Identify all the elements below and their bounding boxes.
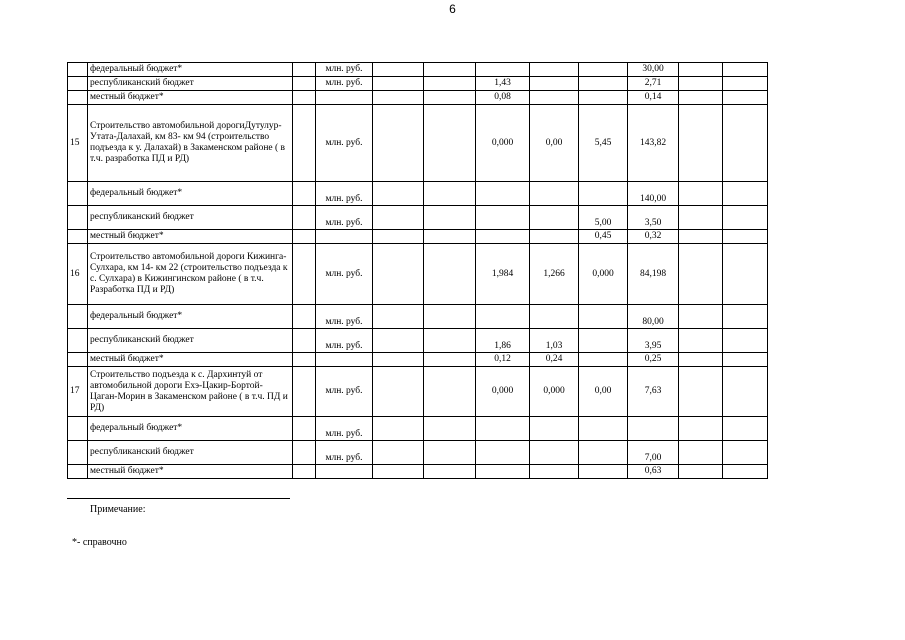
value-cell: 5,45 — [579, 105, 628, 182]
row-unit: млн. руб. — [316, 206, 373, 230]
value-cell — [723, 230, 768, 244]
value-cell — [579, 353, 628, 367]
value-cell — [679, 182, 723, 206]
blank-cell — [293, 63, 316, 77]
value-cell — [476, 417, 530, 441]
value-cell: 1,03 — [530, 329, 579, 353]
row-name: местный бюджет* — [88, 465, 293, 479]
value-cell — [373, 244, 424, 305]
value-cell: 0,00 — [530, 105, 579, 182]
value-cell — [476, 230, 530, 244]
row-number — [68, 77, 88, 91]
row-number — [68, 353, 88, 367]
value-cell — [530, 206, 579, 230]
value-cell — [579, 465, 628, 479]
value-cell — [679, 353, 723, 367]
row-unit: млн. руб. — [316, 105, 373, 182]
row-unit: млн. руб. — [316, 244, 373, 305]
row-name: федеральный бюджет* — [88, 63, 293, 77]
table-row — [68, 367, 768, 417]
value-cell: 7,00 — [628, 441, 679, 465]
row-number — [68, 417, 88, 441]
value-cell — [679, 329, 723, 353]
blank-cell — [293, 244, 316, 305]
value-cell: 5,00 — [579, 206, 628, 230]
blank-cell — [293, 206, 316, 230]
table-row — [68, 77, 768, 91]
value-cell — [723, 305, 768, 329]
value-cell — [424, 77, 476, 91]
value-cell — [476, 465, 530, 479]
blank-cell — [293, 367, 316, 417]
value-cell — [373, 417, 424, 441]
value-cell — [530, 465, 579, 479]
value-cell: 1,984 — [476, 244, 530, 305]
budget-table-body — [68, 63, 768, 479]
blank-cell — [293, 91, 316, 105]
value-cell — [530, 305, 579, 329]
value-cell — [530, 230, 579, 244]
value-cell — [424, 105, 476, 182]
blank-cell — [293, 465, 316, 479]
row-unit: млн. руб. — [316, 441, 373, 465]
value-cell — [679, 91, 723, 105]
value-cell: 2,71 — [628, 77, 679, 91]
row-name: Строительство автомобильной дороги Кижинга-Сулхара, км 14- км 22 (строительство подъезда к с. Сулхара) в Кижингинском районе ( в т.ч. Разработка ПД и РД) — [88, 244, 293, 305]
value-cell — [530, 63, 579, 77]
blank-cell — [293, 353, 316, 367]
row-unit: млн. руб. — [316, 305, 373, 329]
table-row — [68, 441, 768, 465]
row-unit: млн. руб. — [316, 417, 373, 441]
value-cell — [579, 63, 628, 77]
table-row — [68, 353, 768, 367]
table-row — [68, 230, 768, 244]
row-unit — [316, 465, 373, 479]
value-cell — [476, 63, 530, 77]
blank-cell — [293, 182, 316, 206]
row-number — [68, 182, 88, 206]
value-cell — [424, 230, 476, 244]
value-cell — [679, 367, 723, 417]
value-cell — [373, 91, 424, 105]
value-cell — [373, 305, 424, 329]
value-cell — [530, 182, 579, 206]
row-number: 16 — [68, 244, 88, 305]
row-name: республиканский бюджет — [88, 329, 293, 353]
value-cell — [424, 206, 476, 230]
value-cell — [424, 91, 476, 105]
value-cell: 3,50 — [628, 206, 679, 230]
value-cell: 0,45 — [579, 230, 628, 244]
value-cell: 0,000 — [579, 244, 628, 305]
value-cell: 1,266 — [530, 244, 579, 305]
row-number — [68, 465, 88, 479]
value-cell — [579, 329, 628, 353]
value-cell — [679, 305, 723, 329]
value-cell — [679, 63, 723, 77]
row-name: местный бюджет* — [88, 230, 293, 244]
value-cell — [373, 353, 424, 367]
value-cell — [476, 305, 530, 329]
value-cell — [679, 441, 723, 465]
value-cell — [424, 441, 476, 465]
blank-cell — [293, 305, 316, 329]
row-number — [68, 305, 88, 329]
blank-cell — [293, 105, 316, 182]
value-cell: 0,32 — [628, 230, 679, 244]
blank-cell — [293, 77, 316, 91]
row-unit — [316, 353, 373, 367]
value-cell: 0,24 — [530, 353, 579, 367]
value-cell — [723, 91, 768, 105]
value-cell — [679, 230, 723, 244]
table-row — [68, 63, 768, 77]
value-cell — [723, 206, 768, 230]
value-cell — [476, 182, 530, 206]
value-cell — [373, 63, 424, 77]
table-row — [68, 417, 768, 441]
table-row — [68, 329, 768, 353]
table-row — [68, 91, 768, 105]
value-cell: 84,198 — [628, 244, 679, 305]
table-row — [68, 206, 768, 230]
value-cell: 0,25 — [628, 353, 679, 367]
value-cell — [579, 305, 628, 329]
value-cell: 30,00 — [628, 63, 679, 77]
value-cell: 0,000 — [476, 105, 530, 182]
value-cell — [424, 305, 476, 329]
value-cell — [373, 367, 424, 417]
row-number — [68, 91, 88, 105]
value-cell — [424, 465, 476, 479]
row-number — [68, 441, 88, 465]
value-cell — [679, 244, 723, 305]
value-cell — [723, 244, 768, 305]
value-cell — [579, 182, 628, 206]
row-unit — [316, 91, 373, 105]
value-cell — [424, 417, 476, 441]
row-name: местный бюджет* — [88, 91, 293, 105]
blank-cell — [293, 329, 316, 353]
value-cell — [373, 441, 424, 465]
value-cell — [373, 105, 424, 182]
value-cell — [530, 91, 579, 105]
value-cell — [373, 182, 424, 206]
table-row — [68, 244, 768, 305]
row-name: Строительство подъезда к с. Дархинтуй от автомобильной дороги Ехэ-Цакир-Бортой-Цаган-Морин в Закаменском районе ( в т.ч. ПД и РД) — [88, 367, 293, 417]
row-number: 17 — [68, 367, 88, 417]
row-unit: млн. руб. — [316, 63, 373, 77]
row-unit — [316, 230, 373, 244]
value-cell: 1,43 — [476, 77, 530, 91]
value-cell: 0,00 — [579, 367, 628, 417]
value-cell: 140,00 — [628, 182, 679, 206]
value-cell — [530, 441, 579, 465]
value-cell — [723, 63, 768, 77]
value-cell — [530, 417, 579, 441]
note-title: Примечание: — [90, 504, 146, 515]
value-cell — [424, 182, 476, 206]
table-row — [68, 182, 768, 206]
row-unit: млн. руб. — [316, 367, 373, 417]
value-cell: 0,000 — [530, 367, 579, 417]
value-cell: 80,00 — [628, 305, 679, 329]
value-cell — [579, 417, 628, 441]
value-cell — [723, 329, 768, 353]
value-cell — [679, 417, 723, 441]
value-cell — [373, 465, 424, 479]
row-name: республиканский бюджет — [88, 441, 293, 465]
value-cell: 7,63 — [628, 367, 679, 417]
value-cell — [373, 230, 424, 244]
row-unit: млн. руб. — [316, 77, 373, 91]
value-cell — [723, 441, 768, 465]
value-cell — [579, 77, 628, 91]
note-divider — [67, 498, 290, 499]
value-cell — [424, 329, 476, 353]
value-cell: 3,95 — [628, 329, 679, 353]
row-number — [68, 230, 88, 244]
value-cell — [679, 105, 723, 182]
table-row — [68, 305, 768, 329]
value-cell — [723, 367, 768, 417]
value-cell: 143,82 — [628, 105, 679, 182]
value-cell: 0,14 — [628, 91, 679, 105]
value-cell — [424, 63, 476, 77]
row-number — [68, 63, 88, 77]
row-number — [68, 329, 88, 353]
row-unit: млн. руб. — [316, 182, 373, 206]
row-number — [68, 206, 88, 230]
row-name: федеральный бюджет* — [88, 417, 293, 441]
value-cell — [579, 441, 628, 465]
value-cell — [476, 441, 530, 465]
value-cell — [476, 206, 530, 230]
value-cell — [628, 417, 679, 441]
row-name: федеральный бюджет* — [88, 182, 293, 206]
value-cell: 0,63 — [628, 465, 679, 479]
page-number: 6 — [449, 2, 456, 16]
value-cell: 0,08 — [476, 91, 530, 105]
row-name: федеральный бюджет* — [88, 305, 293, 329]
value-cell — [723, 353, 768, 367]
value-cell — [579, 91, 628, 105]
row-name: Строительство автомобильной дорогиДутулур-Утата-Далахай, км 83- км 94 (строительство подъезда к у. Далахай) в Закаменском районе ( в т.ч. разработка ПД и РД) — [88, 105, 293, 182]
value-cell — [723, 182, 768, 206]
value-cell — [723, 465, 768, 479]
value-cell — [679, 206, 723, 230]
blank-cell — [293, 230, 316, 244]
blank-cell — [293, 441, 316, 465]
value-cell — [424, 367, 476, 417]
value-cell: 1,86 — [476, 329, 530, 353]
value-cell — [373, 77, 424, 91]
footnote: *- справочно — [72, 537, 127, 548]
value-cell — [679, 465, 723, 479]
value-cell: 0,12 — [476, 353, 530, 367]
value-cell — [723, 105, 768, 182]
value-cell — [424, 244, 476, 305]
value-cell — [530, 77, 579, 91]
row-unit: млн. руб. — [316, 329, 373, 353]
value-cell — [679, 77, 723, 91]
blank-cell — [293, 417, 316, 441]
row-name: республиканский бюджет — [88, 206, 293, 230]
value-cell — [373, 329, 424, 353]
value-cell — [723, 417, 768, 441]
value-cell — [723, 77, 768, 91]
table-row — [68, 105, 768, 182]
budget-table — [67, 62, 768, 479]
table-row — [68, 465, 768, 479]
row-name: республиканский бюджет — [88, 77, 293, 91]
row-name: местный бюджет* — [88, 353, 293, 367]
value-cell: 0,000 — [476, 367, 530, 417]
value-cell — [424, 353, 476, 367]
row-number: 15 — [68, 105, 88, 182]
value-cell — [373, 206, 424, 230]
